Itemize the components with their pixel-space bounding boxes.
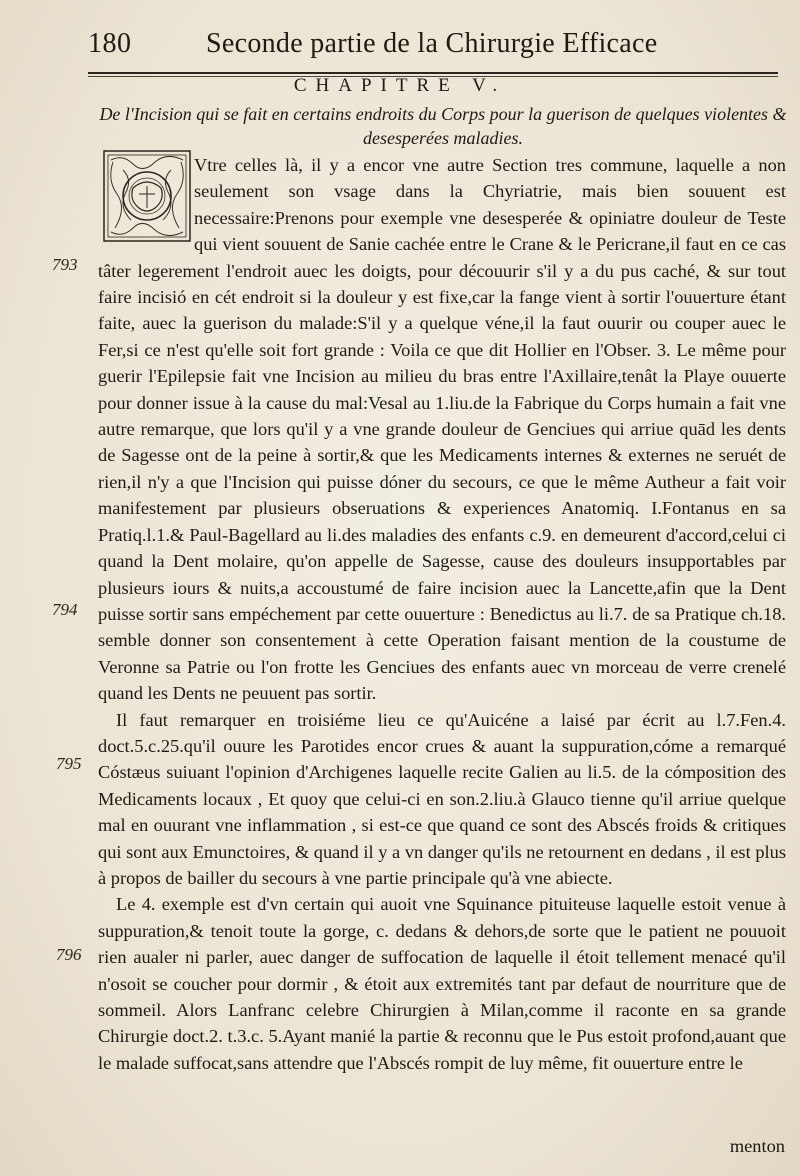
paragraph: Vtre celles là, il y a encor vne autre Section tres commune, laquelle a non seulement son vsage dans la Chyriatrie, mais bien souuent est necessaire:Prenons pour exemple vne desesperée & opiniatre douleur de Teste qui vient souuent de Sanie cachée entre le Crane & le Pericrane,il faut en ce cas tâter legerement l'endroit auec les doigts, pour découurir s'il y a du pus caché, & sur tout faire incisió en cét endroit si la douleur y est fixe,car la fange vient à sortir l'ouuerture étant faite, auec la guerison du malade:S'il y a quelque véne,il la faut ouurir ou couper auec le Fer,si ce n'est qu'elle soit fort grande : Voila ce que dit Hollier en l'Obser. 3. Le même pour guerir l'Epilepsie fait vne Incision au milieu du bras entre l'Axillaire,tenât la Playe ouuerte pour donner issue à la cause du mal:Vesal au 1.liu.de la Fabrique du Corps humain a fait vne autre remarque, que lors qu'il y a vne grande douleur de Genciues qui arriue quād les dents de Sagesse ont de la peine à sortir,& que les Medicaments internes & externes ne seruét de rien,il n'y a que l'Incision qui puisse dóner du secours, ce que le même Autheur a fait voir manifestement par plusieurs obseruations & experiences Anatomiq. I.Fontanus en sa Pratiq.l.1.& Paul-Bagellard au li.des maladies des enfants c.9. en demeurent d'accord,celui ci quand la Dent molaire, qu'on appelle de Sagesse, cause des douleurs insupportables par plusieurs iours & nuits,a accoustumé de faire incision auec la Lancette,afin que la Dent puisse sortir sans empéchement par cette ouuerture : Benedictus au li.7. de sa Pratique ch.18. semble donner son consentement à cette Operation faisant mention de la coustume de Veronne sa Patrie ou l'on frotte les Genciues des enfants auec vn morceau de verre crenelé quand les Dents ne peuuent pas sortir. bbox=[98, 155, 786, 704]
paragraph: Il faut remarquer en troisiéme lieu ce qu'Auicéne a laisé par écrit au l.7.Fen.4. doct.5.c.25.qu'il ouure les Parotides encor crues & auant la suppuration,cóme a remarqué Cóstæus suiuant l'opinion d'Archigenes laquelle recite Galien au li.5. de la cómposition des Medicaments locaux , Et quoy que celui-ci en son.2.liu.à Glauco tienne qu'il arriue quelque mal en ouurant vne inflammation , si est-ce que quand ce sont des Abscés froids & critiques qui sont aux Emunctoires, & quand il y a vn danger qu'ils ne retournent en dedans , il est plus à propos de bailler du secours à vne partie principale qu'à vne abiecte. bbox=[98, 709, 786, 888]
margin-number: 793 bbox=[52, 255, 78, 274]
running-title: Seconde partie de la Chirurgie Efficace bbox=[206, 28, 658, 59]
paragraph: Le 4. exemple est d'vn certain qui auoit vne Squinance pituiteuse laquelle estoit venue à suppuration,& tenoit toute la gorge, c. dedans & dehors,de sorte que le patient ne pouuoit rien aualer ni parler, auec danger de suffocation de laquelle il étoit tellement menacé qu'il n'osoit se coucher pour dormir , & étoit aux extremités tant par defaut de nourriture que de sommeil. Alors Lanfranc celebre Chirurgien à Milan,comme il raconte en sa grande Chirurgie doct.2. t.3.c. 5.Ayant manié la partie & reconnu que le Pus estoit profond,auant que le malade suffocat,sans attendre que l'Abscés rompit de luy même, fit ouuerture entre le bbox=[98, 894, 786, 1073]
page-number: 180 bbox=[88, 28, 132, 59]
chapter-subtitle: De l'Incision qui se fait en certains endroits du Corps pour la guerison de quelques violentes & desesperées maladies. bbox=[99, 104, 787, 148]
margin-number: 795 bbox=[56, 754, 82, 773]
margin-number: 796 bbox=[56, 945, 82, 964]
catchword: menton bbox=[729, 1136, 785, 1156]
header-rule bbox=[88, 72, 778, 74]
chapter-title: CHAPITRE V. bbox=[293, 75, 507, 96]
body-text bbox=[98, 152, 786, 1076]
page-header bbox=[88, 28, 788, 72]
margin-number: 794 bbox=[52, 600, 78, 619]
